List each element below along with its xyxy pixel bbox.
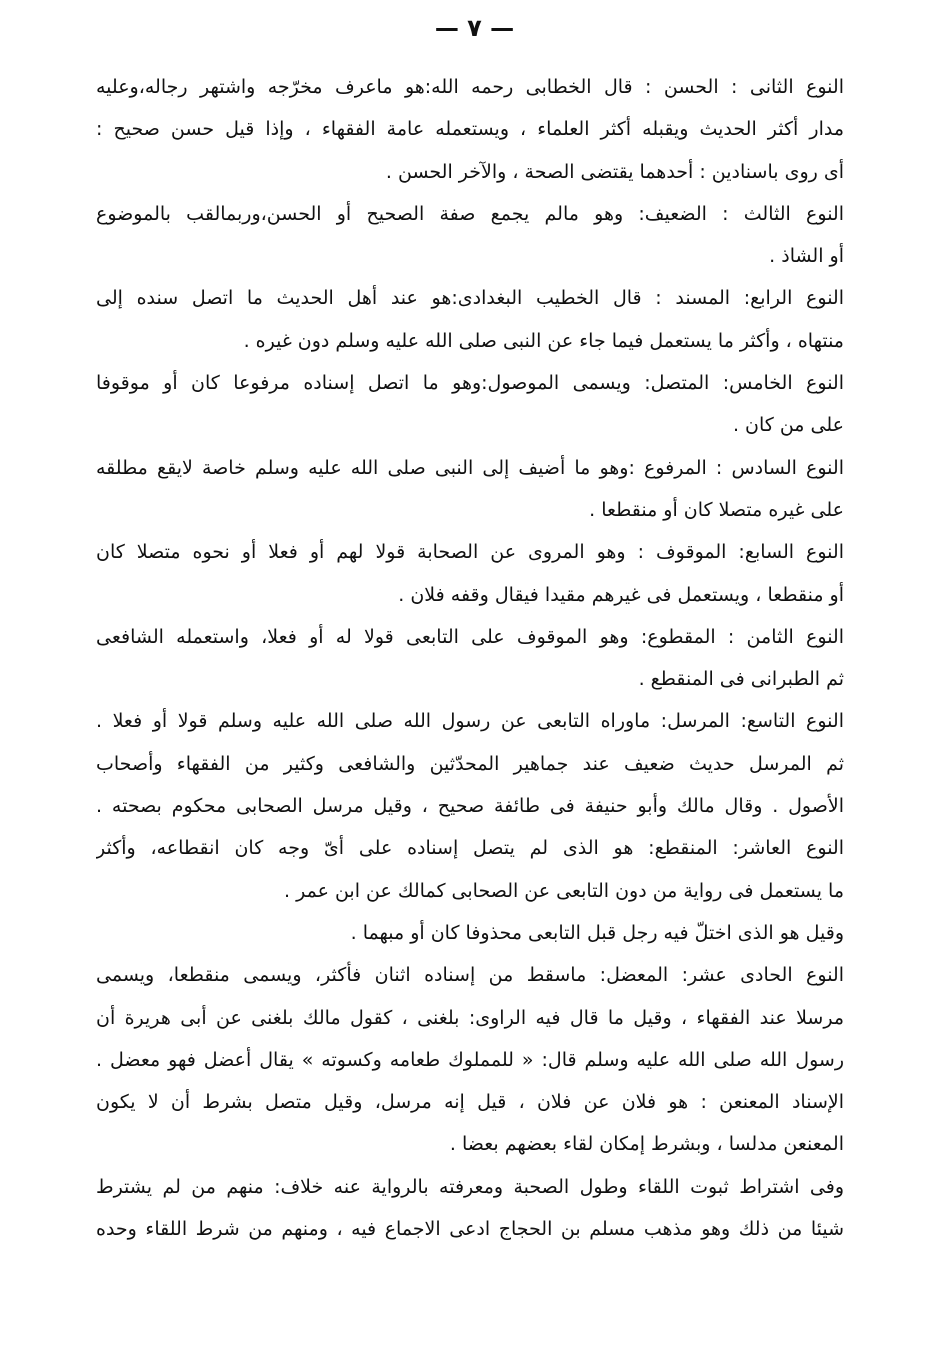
text-line: أو منقطعا ، ويستعمل فى غيرهم مقيدا فيقال وقفه فلان . bbox=[398, 583, 844, 606]
text-line: النوع الثامن : المقطوع: وهو الموقوف على التابعى قولا له أو فعلا، واستعمله الشافعى bbox=[96, 625, 844, 648]
text-line: رسول الله صلى الله عليه وسلم قال: « للمملوك طعامه وكسوته » يقال أعضل فهو معضل . bbox=[96, 1048, 844, 1071]
text-line: مرسلا عند الفقهاء ، وقيل ما قال فيه الراوى: بلغنى ، كقول مالك بلغنى عن أبى هريرة أن bbox=[96, 1006, 844, 1029]
text-line: الإسناد المعنعن : هو فلان عن فلان ، قيل إنه مرسل، وقيل متصل بشرط أن لا يكون bbox=[96, 1091, 844, 1114]
text-line: النوع الثالث : الضعيف: وهو مالم يجمع صفة الصحيح أو الحسن،وربمالقب بالموضوع bbox=[96, 202, 844, 225]
text-line: النوع السابع: الموقوف : وهو المروى عن الصحابة قولا لهم أو فعلا أو نحوه متصلا كان bbox=[96, 541, 844, 564]
text-line: أو الشاذ . bbox=[769, 245, 844, 268]
text-line: مدار أكثر الحديث ويقبله أكثر العلماء ، ويستعمله عامة الفقهاء ، وإذا قيل حسن صحيح : bbox=[96, 118, 844, 141]
text-line: على غيره متصلا كان أو منقطعا . bbox=[589, 498, 844, 521]
page-body bbox=[96, 66, 844, 1250]
text-line: النوع العاشر: المنقطع: هو الذى لم يتصل إسناده على أىّ وجه كان انقطاعه، وأكثر bbox=[96, 837, 844, 860]
text-line: النوع الخامس: المتصل: ويسمى الموصول:وهو ما اتصل إسناده مرفوعا كان أو موقوفا bbox=[96, 372, 844, 395]
text-line: ثم الطبرانى فى المنقطع . bbox=[638, 668, 844, 691]
text-line: على من كان . bbox=[732, 414, 844, 437]
text-line: المعنعن مدلسا ، وبشرط إمكان لقاء بعضهم بعضا . bbox=[449, 1133, 844, 1156]
text-line: ثم المرسل حديث ضعيف عند جماهير المحدّثين والشافعى وكثير من الفقهاء وأصحاب bbox=[96, 752, 844, 775]
text-line: ما يستعمل فى رواية من دون التابعى عن الصحابى كمالك عن ابن عمر . bbox=[284, 879, 844, 902]
text-line: وقيل هو الذى اختلّ فيه رجل قبل التابعى محذوفا كان أو مبهما . bbox=[350, 921, 844, 944]
text-line: الأصول . وقال مالك وأبو حنيفة فى طائفة صحيح ، وقيل مرسل الصحابى محكوم بصحته . bbox=[96, 795, 844, 818]
text-line: شيئا من ذلك وهو مذهب مسلم بن الحجاج ادعى الاجماع فيه ، ومنهم من شرط اللقاء وحده bbox=[96, 1218, 844, 1241]
page-number: — ٧ — bbox=[434, 14, 515, 42]
text-line: أى روى باسنادين : أحدهما يقتضى الصحة ، والآخر الحسن . bbox=[385, 160, 844, 183]
text-line: النوع التاسع: المرسل: ماوراه التابعى عن رسول الله صلى الله عليه وسلم قولا أو فعلا . bbox=[96, 710, 844, 733]
text-line: وفى اشتراط ثبوت اللقاء وطول الصحبة ومعرفته بالرواية عنه خلاف: منهم من لم يشترط bbox=[96, 1175, 844, 1198]
text-line: النوع الثانى : الحسن : قال الخطابى رحمه الله:هو ماعرف مخرّجه واشتهر رجاله،وعليه bbox=[96, 76, 844, 98]
text-line: النوع الرابع: المسند : قال الخطيب البغدادى:هو عند أهل الحديث ما اتصل سنده إلى bbox=[96, 287, 844, 310]
text-line: النوع الحادى عشر: المعضل: ماسقط من إسناده اثنان فأكثر، ويسمى منقطعا، ويسمى bbox=[96, 964, 844, 987]
text-line: منتهاه ، وأكثر ما يستعمل فيما جاء عن النبى صلى الله عليه وسلم دون غيره . bbox=[243, 329, 844, 352]
text-line: النوع السادس : المرفوع :وهو ما أضيف إلى النبى صلى الله عليه وسلم خاصة لايقع مطلقه bbox=[96, 456, 844, 479]
